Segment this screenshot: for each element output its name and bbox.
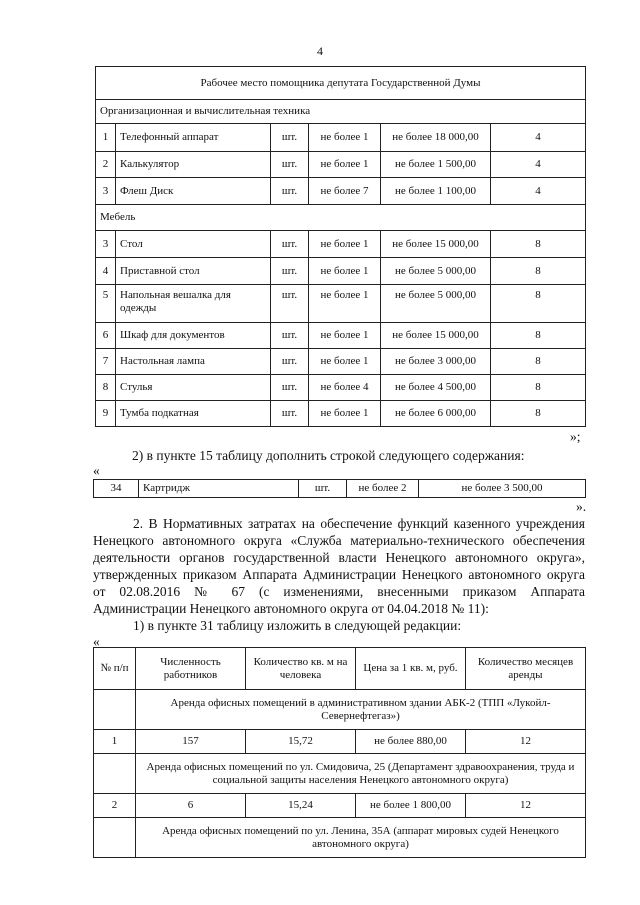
paragraph-item-2: 2) в пункте 15 таблицу дополнить строкой следующего содержания: bbox=[132, 448, 525, 463]
table-row: 3 Стол шт. не более 1 не более 15 000,00 8 bbox=[96, 231, 586, 258]
table-header: Рабочее место помощника депутата Государственной Думы bbox=[96, 67, 586, 100]
section-title: Аренда офисных помещений в административном здании АБК-2 (ТПП «Лукойл-Севернефтегаз») bbox=[136, 690, 586, 730]
section-title: Организационная и вычислительная техника bbox=[96, 100, 586, 124]
open-quote: « bbox=[93, 634, 100, 649]
paragraph-item-1: 1) в пункте 31 таблицу изложить в следующей редакции: bbox=[133, 618, 462, 633]
table-row: 8 Стулья шт. не более 4 не более 4 500,00 8 bbox=[96, 375, 586, 401]
table-row: 2 Калькулятор шт. не более 1 не более 1 500,00 4 bbox=[96, 152, 586, 178]
cartridge-table bbox=[93, 479, 586, 498]
close-quote: »; bbox=[570, 429, 581, 444]
page-number: 4 bbox=[317, 44, 323, 58]
section-title: Аренда офисных помещений по ул. Ленина, 35А (аппарат мировых судей Ненецкого автономного округа) bbox=[136, 818, 586, 858]
table-header-row: № п/п Численность работников Количество кв. м на человека Цена за 1 кв. м, руб. Количество месяцев аренды bbox=[94, 648, 586, 690]
table-row: 1 157 15,72 не более 880,00 12 bbox=[94, 730, 586, 754]
table-row: 4 Приставной стол шт. не более 1 не более 5 000,00 8 bbox=[96, 258, 586, 285]
table-row: 5 Напольная вешалка для одежды шт. не более 1 не более 5 000,00 8 bbox=[96, 285, 586, 323]
rent-table bbox=[93, 647, 586, 858]
paragraph-section-2: 2. В Нормативных затратах на обеспечение функций казенного учреждения Ненецкого автономного округа «Служба материально-технического обеспечения деятельности органов государственной власти Ненецкого автономного округа», утвержденных приказом Аппарата Администрации Ненецкого автономного округа от 02.08.2016 № 67 (с изменениями, внесенными приказом Аппарата Администрации Ненецкого автономного округа от 04.04.2018 № 11): bbox=[93, 516, 585, 616]
table-row: 6 Шкаф для документов шт. не более 1 не более 15 000,00 8 bbox=[96, 323, 586, 349]
open-quote: « bbox=[93, 463, 100, 478]
table-row: 3 Флеш Диск шт. не более 7 не более 1 100,00 4 bbox=[96, 178, 586, 205]
table-row: 7 Настольная лампа шт. не более 1 не более 3 000,00 8 bbox=[96, 349, 586, 375]
close-quote: ». bbox=[576, 499, 587, 514]
table-row: 34 Картридж шт. не более 2 не более 3 500,00 bbox=[94, 480, 586, 498]
workplace-table bbox=[95, 66, 586, 427]
section-title: Мебель bbox=[96, 205, 586, 231]
section-title: Аренда офисных помещений по ул. Смидовича, 25 (Департамент здравоохранения, труда и социальной защиты населения Ненецкого автономного округа) bbox=[136, 754, 586, 794]
table-row: 1 Телефонный аппарат шт. не более 1 не более 18 000,00 4 bbox=[96, 124, 586, 152]
table-row: 9 Тумба подкатная шт. не более 1 не более 6 000,00 8 bbox=[96, 401, 586, 427]
table-row: 2 6 15,24 не более 1 800,00 12 bbox=[94, 794, 586, 818]
